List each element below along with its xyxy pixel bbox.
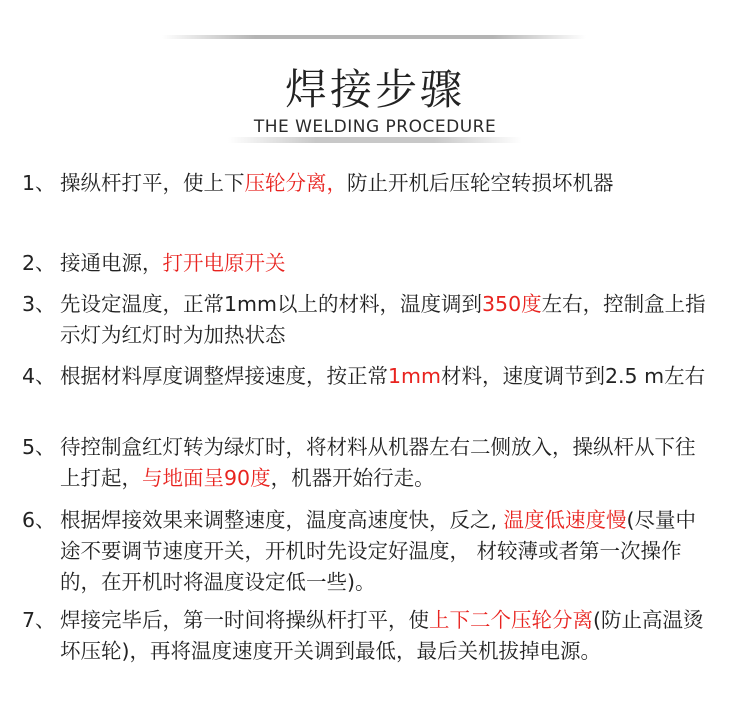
- step-number: 1、: [22, 171, 56, 195]
- step-text-segment: 根据焊接效果来调整速度，温度高速度快，反之,: [60, 508, 504, 532]
- step-text-segment: 焊接完毕后，第一时间将操纵杆打平，使: [60, 608, 429, 632]
- step-highlight: 打开电原开关: [162, 251, 286, 275]
- step-text-segment: 先设定温度，正常1mm以上的材料，温度调到: [60, 292, 482, 316]
- step-text: [60, 248, 712, 279]
- step-number: 2、: [22, 251, 56, 275]
- step-4: [22, 361, 712, 392]
- step-text-segment: 操纵杆打平，使上下: [60, 171, 245, 195]
- step-3: [22, 289, 712, 351]
- step-text: [60, 432, 712, 494]
- step-text-segment: 待控制盒红灯转为绿灯时，将材料从机器左右二侧放入，操纵杆从下往上打起，: [60, 435, 696, 490]
- step-number: 7、: [22, 608, 56, 632]
- step-number: 6、: [22, 508, 56, 532]
- step-highlight: 与地面呈90度: [142, 466, 271, 490]
- step-text-segment: 左右，控制盒上指示灯为红灯时为加热状态: [60, 292, 706, 347]
- step-highlight: 上下二个压轮分离: [429, 608, 593, 632]
- step-text-segment: ，机器开始行走。: [270, 466, 435, 490]
- step-text: [60, 361, 712, 392]
- step-highlight: 350度: [481, 292, 542, 316]
- step-7: [22, 605, 712, 667]
- step-5: [22, 432, 712, 494]
- step-1: [22, 168, 712, 199]
- step-text: [60, 289, 712, 351]
- step-number: 4、: [22, 364, 56, 388]
- step-text-segment: 接通电源，: [60, 251, 163, 275]
- step-text-segment: 根据材料厚度调整焊接速度，按正常: [60, 364, 388, 388]
- step-text-segment: 防止开机后压轮空转损坏机器: [347, 171, 614, 195]
- step-text-segment: (防止高温烫坏压轮)，再将温度速度开关调到最低，最后关机拔掉电源。: [60, 608, 704, 663]
- step-highlight: 1mm: [388, 364, 441, 388]
- step-6: [22, 505, 712, 598]
- step-text-segment: 材料，速度调节到2.5 m左右: [440, 364, 706, 388]
- step-number: 5、: [22, 435, 56, 459]
- step-text-segment: (尽量中途不要调节速度开关，开机时先设定好温度， 材较薄或者第一次操作的，在开机时将温度设定低一些)。: [60, 508, 697, 594]
- page-subtitle: THE WELDING PROCEDURE: [253, 117, 497, 137]
- page-title: 焊接步骤: [284, 65, 465, 114]
- step-number: 3、: [22, 292, 56, 316]
- step-text: [60, 168, 712, 199]
- step-2: [22, 248, 712, 279]
- step-highlight: 压轮分离，: [244, 171, 347, 195]
- step-highlight: 温度低速度慢: [503, 508, 627, 532]
- step-text: [60, 505, 712, 598]
- step-text: [60, 605, 712, 667]
